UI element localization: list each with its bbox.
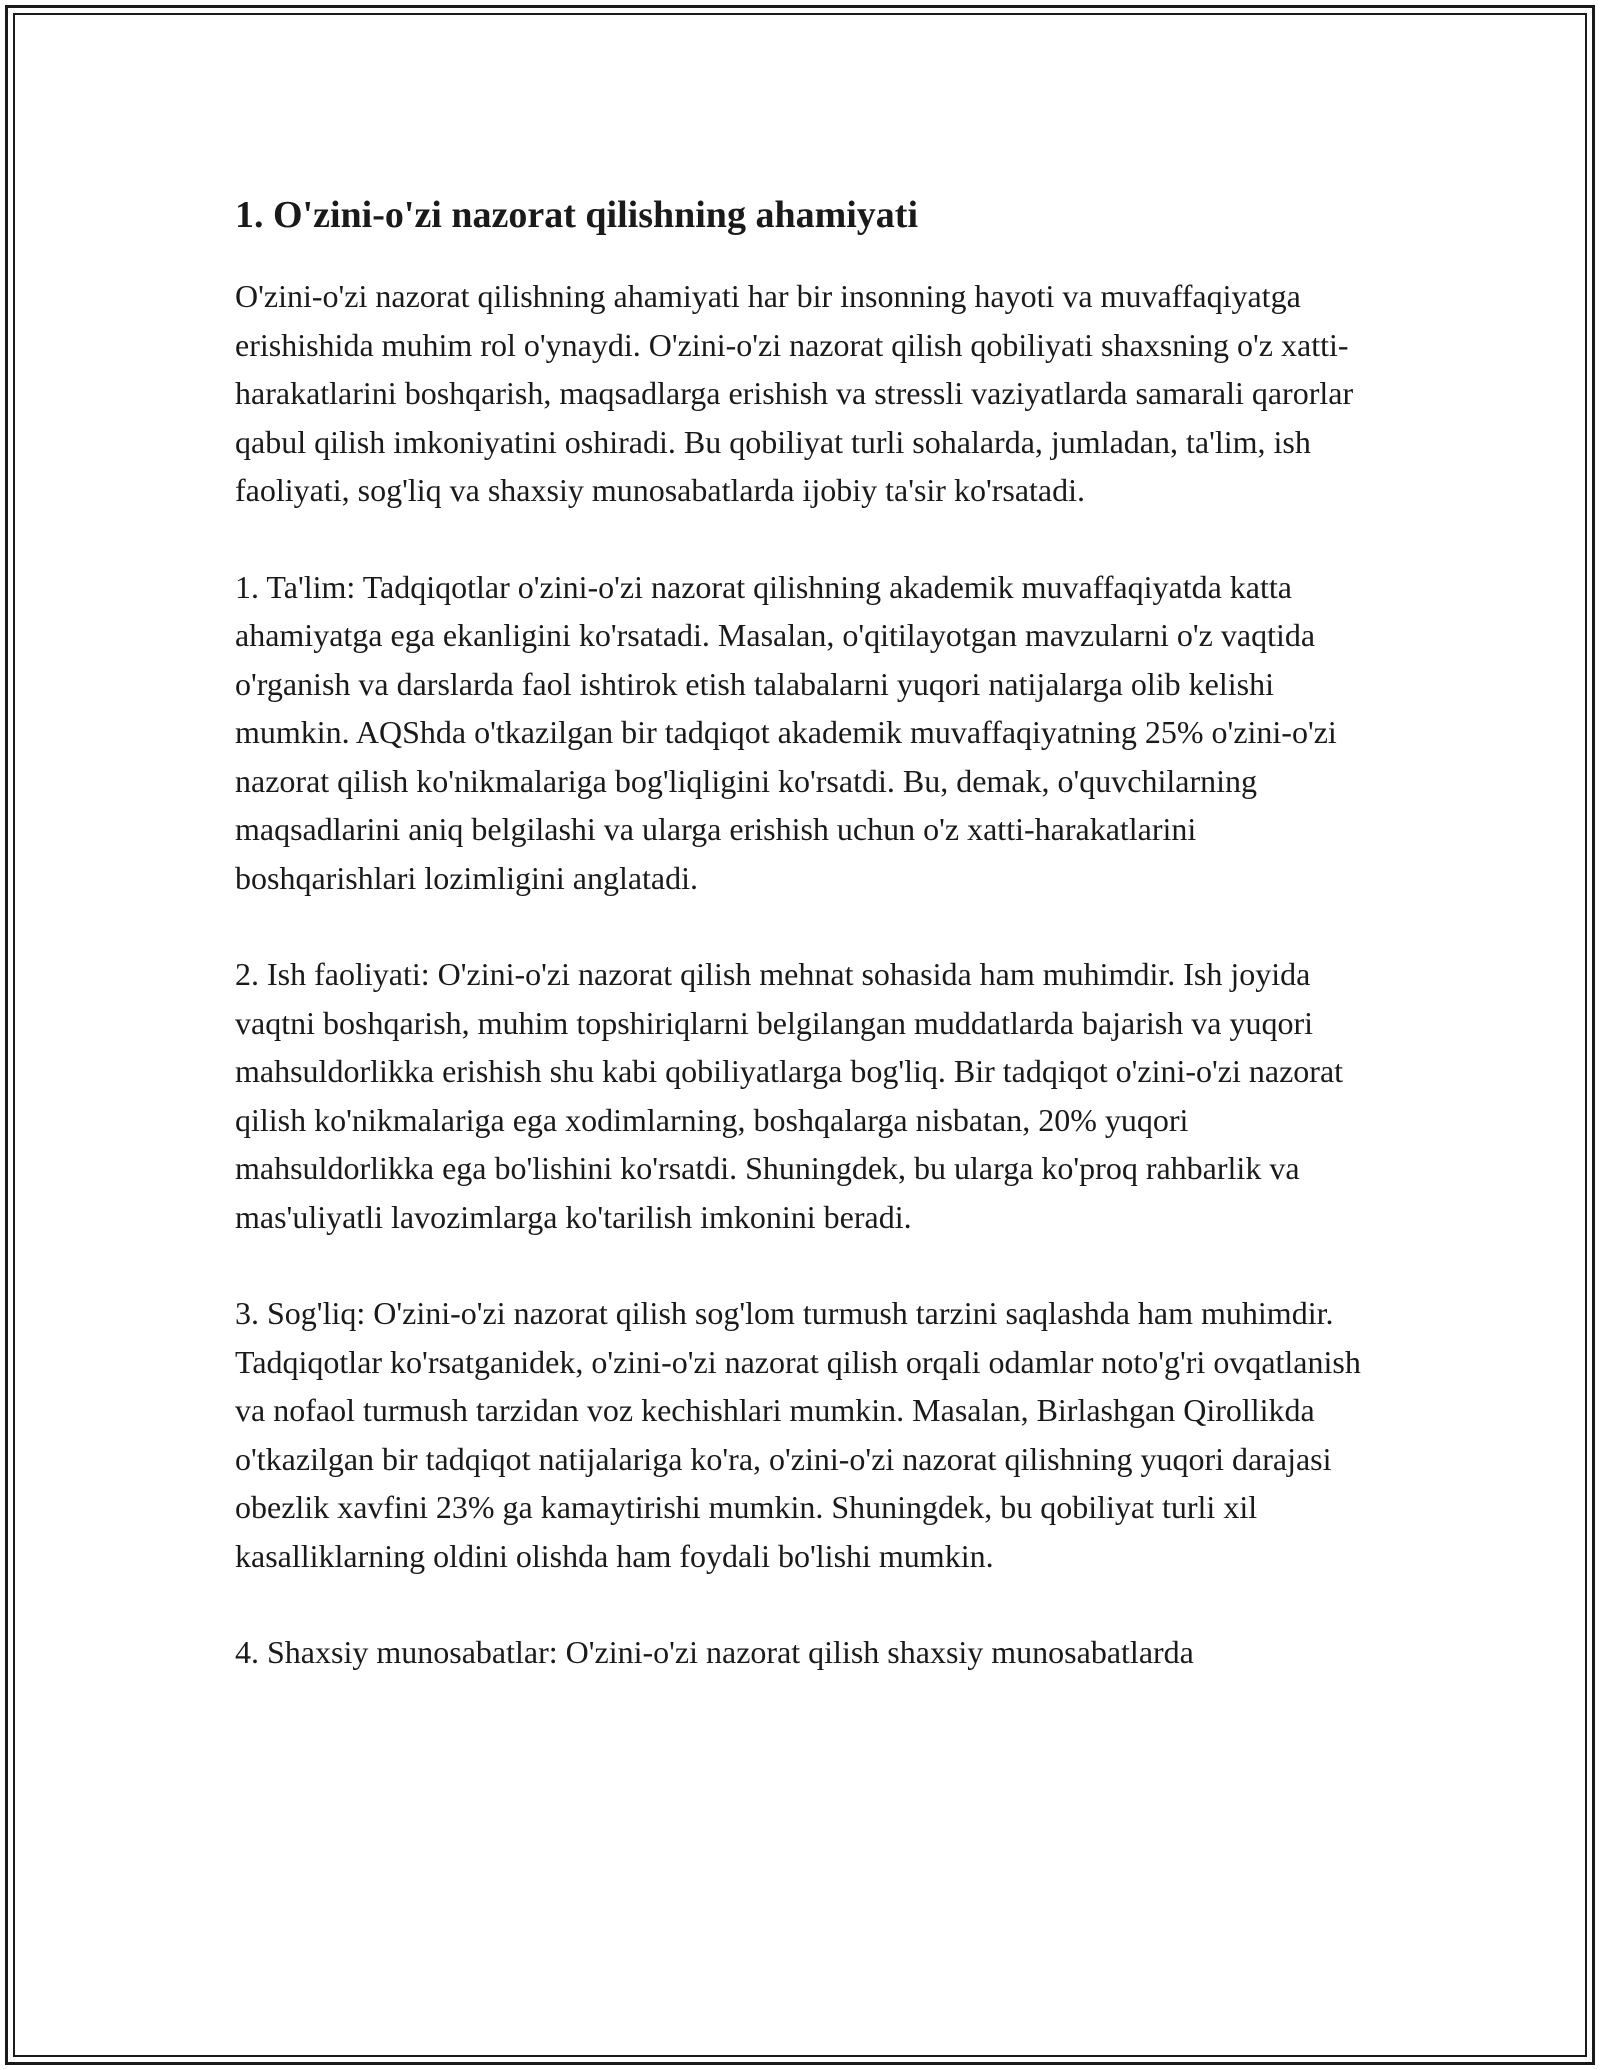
- education-paragraph: 1. Ta'lim: Tadqiqotlar o'zini-o'zi nazorat qilishning akademik muvaffaqiyatda katta ahamiyatga ega ekanligini ko'rsatadi. Masalan, o'qitilayotgan mavzularni o'z vaqtida o'rganish va darslarda faol ishtirok etish talabalarni yuqori natijalarga olib kelishi mumkin. AQShda o'tkazilgan bir tadqiqot akademik muvaffaqiyatning 25% o'zini-o'zi nazorat qilish ko'nikmalariga bog'liqligini ko'rsatdi. Bu, demak, o'quvchilarning maqsadlarini aniq belgilashi va ularga erishish uchun o'z xatti-harakatlarini boshqarishlari lozimligini anglatadi.: [235, 568, 1337, 896]
- section-heading: 1. O'zini-o'zi nazorat qilishning ahamiyati: [235, 194, 918, 236]
- intro-paragraph: O'zini-o'zi nazorat qilishning ahamiyati har bir insonning hayoti va muvaffaqiyatga erishishida muhim rol o'ynaydi. O'zini-o'zi nazorat qilish qobiliyati shaxsning o'z xatti-harakatlarini boshqarish, maqsadlarga erishish va stressli vaziyatlarda samarali qarorlar qabul qilish imkoniyatini oshiradi. Bu qobiliyat turli sohalarda, jumladan, ta'lim, ish faoliyati, sog'liq va shaxsiy munosabatlarda ijobiy ta'sir ko'rsatadi.: [235, 278, 1354, 508]
- work-paragraph: 2. Ish faoliyati: O'zini-o'zi nazorat qilish mehnat sohasida ham muhimdir. Ish joyida vaqtni boshqarish, muhim topshiriqlarni belgilangan muddatlarda bajarish va yuqori mahsuldorlikka erishish shu kabi qobiliyatlarga bog'liq. Bir tadqiqot o'zini-o'zi nazorat qilish ko'nikmalariga ega xodimlarning, boshqalarga nisbatan, 20% yuqori mahsuldorlikka ega bo'lishini ko'rsatdi. Shuningdek, bu ularga ko'proq rahbarlik va mas'uliyatli lavozimlarga ko'tarilish imkonini beradi.: [235, 956, 1344, 1235]
- health-paragraph: 3. Sog'liq: O'zini-o'zi nazorat qilish sog'lom turmush tarzini saqlashda ham muhimdir. Tadqiqotlar ko'rsatganidek, o'zini-o'zi nazorat qilish orqali odamlar noto'g'ri ovqatlanish va nofaol turmush tarzidan voz kechishlari mumkin. Masalan, Birlashgan Qirollikda o'tkazilgan bir tadqiqot natijalariga ko'ra, o'zini-o'zi nazorat qilishning yuqori darajasi obezlik xavfini 23% ga kamaytirishi mumkin. Shuningdek, bu qobiliyat turli xil kasalliklarning oldini olishda ham foydali bo'lishi mumkin.: [235, 1295, 1361, 1574]
- relationships-paragraph: 4. Shaxsiy munosabatlar: O'zini-o'zi nazorat qilish shaxsiy munosabatlarda: [235, 1634, 1194, 1670]
- document-body: [235, 188, 1385, 1725]
